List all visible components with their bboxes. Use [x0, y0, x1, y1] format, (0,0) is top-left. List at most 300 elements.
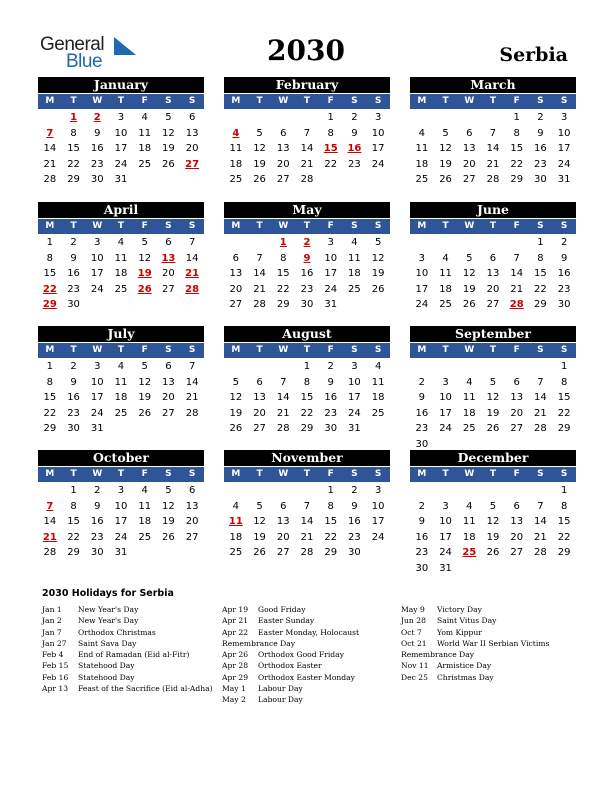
holiday-row: [42, 683, 213, 694]
day-cell: 29: [300, 423, 314, 434]
day-cell: 28: [253, 299, 266, 310]
empty-cell: [224, 235, 248, 251]
day-cell: 4: [117, 237, 125, 248]
day-grid: [224, 359, 390, 437]
day-cell: 18: [415, 158, 429, 170]
day-cell: 8: [560, 500, 568, 512]
weekday-label: W: [278, 96, 289, 106]
weekday-label: W: [92, 221, 103, 231]
holiday-day-cell: 22: [42, 283, 57, 295]
day-cell: 18: [114, 392, 128, 403]
day-cell: 21: [253, 283, 266, 295]
day-cell: 11: [138, 127, 152, 139]
weekday-label: W: [278, 221, 289, 231]
weekday-label: S: [351, 469, 358, 479]
day-cell: 5: [489, 500, 497, 512]
day-cell: 1: [560, 485, 568, 496]
holiday-row: [222, 615, 359, 626]
day-cell: 1: [537, 237, 544, 248]
day-cell: 10: [439, 392, 452, 403]
holiday-day-cell: 9: [303, 252, 311, 264]
day-cell: 20: [510, 407, 524, 419]
weekday-label: S: [188, 345, 196, 355]
day-cell: 3: [560, 112, 568, 123]
day-cell: 19: [229, 407, 243, 419]
day-cell: 26: [138, 407, 152, 419]
holiday-name: Orthodox Easter Monday: [258, 672, 355, 682]
day-cell: 13: [276, 143, 290, 154]
holiday-row: [222, 683, 359, 694]
holiday-name: Labour Day: [258, 684, 303, 694]
day-cell: 12: [162, 500, 175, 512]
weekday-label: F: [141, 469, 148, 479]
weekday-label: S: [165, 345, 172, 355]
day-cell: 29: [557, 547, 571, 558]
day-cell: 17: [439, 531, 452, 543]
day-cell: 21: [276, 407, 290, 419]
empty-cell: [457, 110, 481, 126]
day-cell: 6: [232, 252, 240, 264]
holiday-row: [42, 638, 213, 649]
day-cell: 17: [114, 143, 128, 154]
weekday-header: [38, 467, 204, 482]
weekday-label: F: [327, 345, 334, 355]
day-cell: 23: [324, 407, 338, 419]
day-cell: 25: [138, 158, 152, 170]
holiday-date: Feb 15: [42, 661, 69, 671]
holiday-name: Easter Monday, Holocaust: [258, 627, 360, 637]
day-cell: 12: [371, 252, 385, 264]
day-cell: 1: [327, 485, 334, 496]
day-cell: 7: [303, 500, 311, 512]
holiday-date: Jan 7: [42, 627, 62, 637]
day-cell: 3: [418, 252, 426, 264]
weekday-label: M: [417, 221, 427, 231]
day-cell: 28: [300, 174, 314, 185]
day-cell: 14: [486, 143, 500, 154]
weekday-label: F: [141, 345, 148, 355]
day-cell: 29: [43, 423, 57, 434]
day-cell: 19: [486, 407, 500, 419]
day-cell: 11: [114, 376, 128, 388]
day-cell: 23: [300, 283, 314, 295]
day-cell: 23: [67, 407, 80, 419]
weekday-header: [224, 343, 390, 358]
holiday-date: May 2: [222, 695, 246, 705]
day-cell: 12: [138, 376, 152, 388]
day-cell: 6: [256, 376, 263, 388]
day-cell: 19: [371, 268, 385, 279]
holiday-day-cell: 7: [46, 127, 54, 139]
day-cell: 26: [371, 283, 385, 295]
day-cell: 10: [90, 252, 104, 264]
day-cell: 22: [276, 283, 290, 295]
day-cell: 26: [462, 299, 476, 310]
holiday-day-cell: 28: [509, 299, 524, 310]
day-cell: 2: [418, 500, 426, 512]
weekday-label: M: [231, 96, 241, 106]
day-cell: 6: [188, 112, 196, 123]
weekday-label: F: [513, 345, 520, 355]
day-cell: 22: [300, 407, 314, 419]
holiday-name: Saint Vitus Day: [437, 616, 497, 626]
day-cell: 31: [348, 423, 361, 434]
weekday-label: T: [256, 96, 263, 106]
weekday-label: T: [442, 469, 449, 479]
empty-cell: [434, 110, 458, 126]
day-cell: 11: [439, 268, 452, 279]
holiday-row: [42, 672, 213, 683]
day-cell: 20: [185, 143, 199, 154]
day-grid: [410, 110, 576, 188]
weekday-label: S: [537, 221, 544, 231]
month-january: [38, 77, 204, 188]
month-title: April: [38, 202, 204, 218]
day-cell: 21: [510, 283, 524, 295]
weekday-label: W: [278, 345, 289, 355]
day-cell: 6: [513, 500, 520, 512]
weekday-label: T: [442, 221, 449, 231]
weekday-label: S: [560, 469, 568, 479]
weekday-label: W: [464, 221, 475, 231]
day-cell: 12: [253, 143, 266, 154]
holiday-name: Feast of the Sacrifice (Eid al-Adha): [78, 684, 213, 694]
holiday-row: [401, 672, 549, 683]
day-cell: 27: [253, 423, 266, 434]
weekday-label: S: [165, 221, 172, 231]
month-title: September: [410, 326, 576, 342]
day-cell: 5: [141, 237, 148, 248]
day-cell: 2: [560, 237, 568, 248]
day-cell: 19: [162, 516, 175, 527]
month-february: [224, 77, 390, 188]
day-cell: 24: [324, 283, 338, 295]
empty-cell: [410, 359, 434, 375]
weekday-label: M: [417, 469, 427, 479]
day-cell: 13: [253, 392, 266, 403]
day-cell: 22: [324, 158, 338, 170]
day-cell: 9: [351, 500, 358, 512]
holiday-date: Dec 25: [401, 672, 428, 682]
day-cell: 18: [371, 392, 385, 403]
day-cell: 29: [557, 423, 571, 434]
day-cell: 1: [560, 361, 568, 372]
day-cell: 26: [486, 547, 500, 558]
weekday-header: [410, 94, 576, 109]
holiday-name: New Year's Day: [78, 616, 139, 626]
day-cell: 22: [67, 158, 80, 170]
day-grid: [38, 235, 204, 313]
day-cell: 29: [67, 174, 80, 185]
day-cell: 17: [348, 392, 361, 403]
holiday-name: Labour Day: [258, 695, 303, 705]
day-cell: 21: [534, 407, 547, 419]
holiday-date: Jun 28: [401, 616, 426, 626]
holiday-day-cell: 29: [42, 299, 57, 310]
day-cell: 16: [534, 143, 547, 154]
day-cell: 10: [415, 268, 429, 279]
weekday-label: T: [303, 345, 311, 355]
empty-cell: [248, 235, 272, 251]
day-cell: 25: [371, 407, 385, 419]
day-cell: 28: [534, 547, 547, 558]
day-cell: 24: [439, 547, 452, 558]
day-cell: 25: [462, 423, 476, 434]
holiday-row: [401, 615, 549, 626]
day-cell: 12: [462, 268, 476, 279]
weekday-label: W: [464, 469, 475, 479]
weekday-label: M: [45, 96, 55, 106]
day-cell: 3: [94, 237, 101, 248]
holiday-row: [401, 604, 549, 615]
holiday-row: [222, 660, 359, 671]
holiday-day-cell: 19: [137, 268, 152, 279]
day-cell: 31: [114, 174, 128, 185]
weekday-label: S: [374, 96, 382, 106]
holiday-date: Jan 27: [42, 638, 67, 648]
day-cell: 18: [348, 268, 361, 279]
holiday-name: Yom Kippur: [437, 627, 482, 637]
day-cell: 31: [114, 547, 128, 558]
weekday-label: T: [117, 469, 125, 479]
day-cell: 30: [67, 423, 80, 434]
empty-cell: [271, 483, 295, 499]
weekday-label: W: [464, 345, 475, 355]
weekday-header: [38, 343, 204, 358]
holiday-row: [222, 649, 359, 660]
day-cell: 7: [188, 237, 196, 248]
holiday-name: Armistice Day: [437, 661, 492, 671]
weekday-label: W: [92, 345, 103, 355]
day-cell: 26: [486, 423, 500, 434]
holiday-name: Remembrance Day: [222, 638, 296, 648]
day-cell: 8: [303, 376, 311, 388]
day-cell: 16: [300, 268, 314, 279]
day-cell: 8: [280, 252, 287, 264]
day-cell: 30: [534, 174, 547, 185]
empty-cell: [224, 359, 248, 375]
holiday-row: [222, 694, 359, 705]
day-cell: 23: [67, 283, 80, 295]
day-cell: 19: [462, 283, 476, 295]
weekday-label: T: [70, 96, 77, 106]
weekday-label: T: [256, 469, 263, 479]
holiday-row: [42, 660, 213, 671]
day-cell: 4: [374, 361, 382, 372]
day-cell: 1: [46, 237, 54, 248]
day-cell: 16: [415, 407, 429, 419]
day-cell: 27: [276, 547, 290, 558]
day-cell: 15: [67, 143, 80, 154]
day-cell: 29: [324, 547, 338, 558]
weekday-label: T: [256, 221, 263, 231]
day-cell: 5: [141, 361, 148, 372]
day-cell: 20: [185, 516, 199, 527]
empty-cell: [457, 483, 481, 499]
month-august: [224, 326, 390, 437]
day-cell: 20: [276, 531, 290, 543]
day-cell: 10: [371, 127, 385, 139]
day-cell: 5: [374, 237, 382, 248]
weekday-label: T: [489, 96, 497, 106]
day-cell: 12: [253, 516, 266, 527]
weekday-label: F: [327, 469, 334, 479]
day-cell: 30: [90, 174, 104, 185]
month-september: [410, 326, 576, 452]
day-cell: 24: [415, 299, 429, 310]
weekday-label: M: [45, 345, 55, 355]
day-cell: 19: [138, 392, 152, 403]
day-cell: 23: [348, 158, 361, 170]
day-cell: 29: [67, 547, 80, 558]
holiday-date: Apr 28: [222, 661, 249, 671]
holiday-date: Apr 13: [42, 684, 69, 694]
day-cell: 13: [510, 516, 524, 527]
day-cell: 2: [537, 112, 544, 123]
day-cell: 8: [327, 127, 334, 139]
day-cell: 30: [324, 423, 338, 434]
day-cell: 22: [534, 283, 547, 295]
holiday-row: [401, 649, 549, 660]
holiday-name: New Year's Day: [78, 605, 139, 614]
weekday-label: S: [560, 96, 568, 106]
day-cell: 26: [162, 158, 175, 170]
weekday-label: T: [117, 96, 125, 106]
day-cell: 6: [165, 361, 172, 372]
day-cell: 27: [185, 531, 199, 543]
day-cell: 8: [70, 500, 77, 512]
month-december: [410, 450, 576, 576]
day-cell: 2: [327, 361, 334, 372]
day-cell: 17: [415, 283, 429, 295]
day-cell: 8: [46, 376, 54, 388]
holiday-name: Easter Sunday: [258, 616, 315, 626]
day-cell: 12: [138, 252, 152, 264]
weekday-header: [410, 467, 576, 482]
holiday-day-cell: 2: [303, 237, 311, 248]
day-cell: 6: [513, 376, 520, 388]
day-cell: 22: [510, 158, 524, 170]
day-cell: 4: [442, 252, 449, 264]
day-cell: 9: [94, 500, 101, 512]
day-cell: 2: [351, 112, 358, 123]
day-cell: 7: [280, 376, 287, 388]
day-cell: 11: [229, 143, 243, 154]
holiday-name: Remembrance Day: [401, 650, 475, 660]
day-cell: 6: [280, 500, 287, 512]
day-cell: 1: [70, 485, 77, 496]
holiday-row: [222, 672, 359, 683]
day-cell: 15: [510, 143, 524, 154]
empty-cell: [38, 483, 62, 499]
weekday-label: S: [560, 221, 568, 231]
day-cell: 9: [94, 127, 101, 139]
weekday-label: M: [231, 469, 241, 479]
day-cell: 14: [43, 143, 57, 154]
day-cell: 24: [90, 407, 104, 419]
day-cell: 13: [185, 127, 199, 139]
day-cell: 5: [442, 127, 449, 139]
holiday-day-cell: 21: [42, 531, 57, 543]
holiday-row: [42, 649, 213, 660]
weekday-label: T: [70, 221, 77, 231]
holiday-date: Jan 1: [42, 605, 62, 614]
day-cell: 11: [415, 143, 429, 154]
weekday-label: T: [303, 96, 311, 106]
weekday-header: [224, 467, 390, 482]
day-cell: 26: [253, 547, 266, 558]
weekday-label: F: [141, 96, 148, 106]
holiday-date: Apr 19: [222, 605, 249, 614]
day-cell: 30: [557, 299, 571, 310]
day-cell: 18: [138, 516, 152, 527]
day-cell: 19: [486, 531, 500, 543]
day-cell: 31: [557, 174, 571, 185]
day-cell: 27: [276, 174, 290, 185]
day-cell: 15: [67, 516, 80, 527]
day-cell: 21: [43, 158, 57, 170]
day-cell: 26: [162, 531, 175, 543]
empty-cell: [529, 483, 553, 499]
day-grid: [410, 483, 576, 576]
holiday-day-cell: 28: [185, 283, 200, 295]
page-title: 2030: [267, 34, 345, 67]
day-cell: 2: [70, 361, 77, 372]
day-cell: 1: [303, 361, 311, 372]
day-cell: 20: [162, 268, 175, 279]
day-cell: 15: [557, 516, 571, 527]
holiday-date: Apr 26: [222, 650, 249, 660]
empty-cell: [410, 235, 434, 251]
holiday-date: Apr 22: [222, 627, 249, 637]
day-cell: 21: [300, 158, 314, 170]
day-cell: 9: [418, 392, 426, 403]
empty-cell: [481, 235, 505, 251]
empty-cell: [224, 483, 248, 499]
holiday-date: Feb 4: [42, 650, 64, 660]
day-cell: 24: [348, 407, 361, 419]
day-cell: 28: [43, 547, 57, 558]
day-cell: 18: [229, 158, 243, 170]
holiday-name: Victory Day: [437, 605, 482, 614]
day-grid: [38, 483, 204, 561]
day-cell: 20: [229, 283, 243, 295]
empty-cell: [481, 359, 505, 375]
day-cell: 18: [462, 531, 476, 543]
empty-cell: [295, 483, 319, 499]
day-cell: 14: [43, 516, 57, 527]
holiday-date: Feb 16: [42, 672, 69, 682]
holiday-row: [42, 604, 213, 615]
day-cell: 5: [232, 376, 240, 388]
day-cell: 8: [46, 252, 54, 264]
day-cell: 17: [371, 516, 385, 527]
holiday-date: Apr 29: [222, 672, 249, 682]
day-cell: 23: [90, 158, 104, 170]
day-cell: 16: [90, 143, 104, 154]
day-cell: 22: [43, 407, 57, 419]
holiday-name: Christmas Day: [437, 672, 494, 682]
weekday-label: T: [489, 221, 497, 231]
day-cell: 3: [117, 112, 125, 123]
day-grid: [38, 110, 204, 188]
holiday-date: Oct 7: [401, 627, 422, 637]
day-cell: 26: [229, 423, 243, 434]
day-cell: 24: [439, 423, 452, 434]
day-cell: 14: [276, 392, 290, 403]
holiday-name: Orthodox Christmas: [78, 627, 156, 637]
day-cell: 2: [70, 237, 77, 248]
